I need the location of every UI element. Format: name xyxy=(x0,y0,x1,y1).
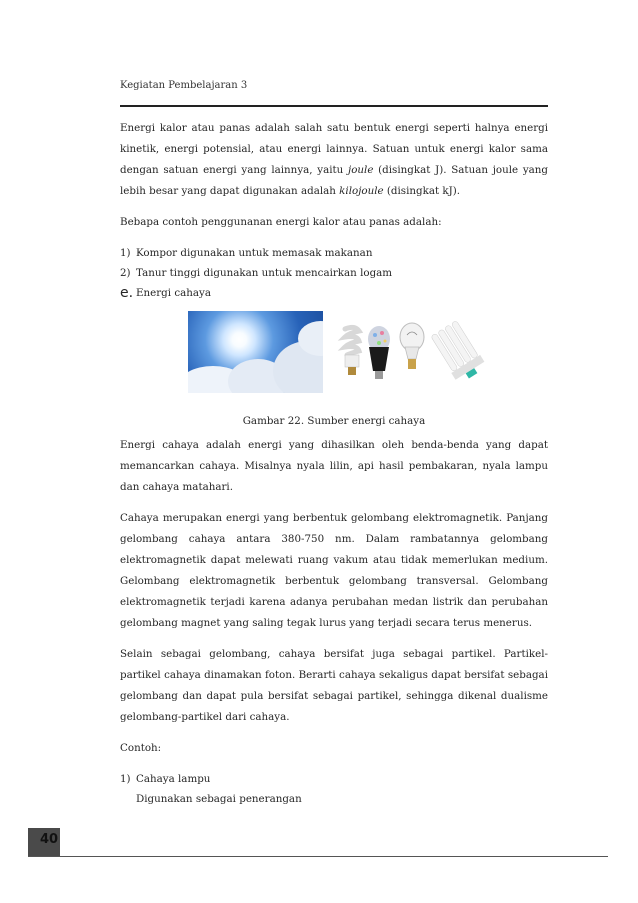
paragraph-contoh-kalor: Bebapa contoh penggunanan energi kalor atau panas adalah: xyxy=(120,216,442,228)
paragraph-energi-cahaya: Energi cahaya adalah energi yang dihasilkan oleh benda-benda yang dapat memancarkan cahaya. Misalnya nyala lilin, api hasil pembakaran, nyala lampu dan cahaya matahari. xyxy=(120,439,548,493)
section-title: Energi cahaya xyxy=(136,287,211,299)
sun-sky-image xyxy=(188,311,323,393)
list-number: 1) xyxy=(120,247,131,259)
list-item xyxy=(120,243,548,263)
page-content xyxy=(120,118,548,809)
led-bulb-icon xyxy=(368,326,390,379)
list-text: Kompor digunakan untuk memasak makanan xyxy=(136,247,373,259)
list-number: 2) xyxy=(120,267,131,279)
paragraph-partikel: Selain sebagai gelombang, cahaya bersifat juga sebagai partikel. Partikel-partikel cahaya dinamakan foton. Berarti cahaya sekaligus dapat bersifat sebagai gelombang dan dapat pula bersifat sebagai partikel, sehingga dikenal dualisme gelombang-partikel dari cahaya. xyxy=(120,648,548,723)
incandescent-bulb-icon xyxy=(400,323,424,369)
figure-caption: Gambar 22. Sumber energi cahaya xyxy=(242,415,426,427)
footer-rule xyxy=(28,856,608,857)
list-text: Tanur tinggi digunakan untuk mencairkan logam xyxy=(136,267,393,279)
paragraph-gelombang: Cahaya merupakan energi yang berbentuk gelombang elektromagnetik. Panjang gelombang cahaya antara 380-750 nm. Dalam rambatannya gelombang elektromagnetik dapat melewati ruang vakum atau tidak memerlukan medium. Gelombang elektromagnetik berbentuk gelombang transversal. Gelombang elektromagnetik terjadi karena adanya perubahan medan listrik dan perubahan gelombang magnet yang saling tegak lurus yang terjadi secara terus menerus. xyxy=(120,512,548,629)
light-bulbs-image xyxy=(335,321,495,391)
list-number: 1) xyxy=(120,773,131,785)
section-heading-energi-cahaya xyxy=(120,283,548,303)
page-number: 40 xyxy=(40,832,59,847)
running-header: Kegiatan Pembelajaran 3 xyxy=(120,80,248,91)
list-item-description xyxy=(120,789,548,809)
term-kilojoule: kilojoule xyxy=(339,185,384,197)
header-rule xyxy=(120,105,548,107)
list-text: Digunakan sebagai penerangan xyxy=(136,793,302,805)
section-letter: e. xyxy=(120,285,134,301)
list-item xyxy=(120,263,548,283)
contoh-label: Contoh: xyxy=(120,742,162,754)
cfl-tube-bulb-icon xyxy=(429,321,488,385)
figure-light-sources xyxy=(120,311,548,393)
term-joule: joule xyxy=(348,164,374,176)
paragraph-energi-kalor: Energi kalor atau panas adalah salah satu bentuk energi seperti halnya energi kinetik, energi potensial, atau energi lainnya. Satuan untuk energi kalor sama dengan satuan energi yang lainnya, yaitu joule (disingkat J). Satuan joule yang lebih besar yang dapat digunakan adalah kilojoule (disingkat kJ). xyxy=(120,122,548,197)
list-item xyxy=(120,769,548,789)
list-text: Cahaya lampu xyxy=(136,773,211,785)
cfl-spiral-bulb-icon xyxy=(345,327,359,375)
